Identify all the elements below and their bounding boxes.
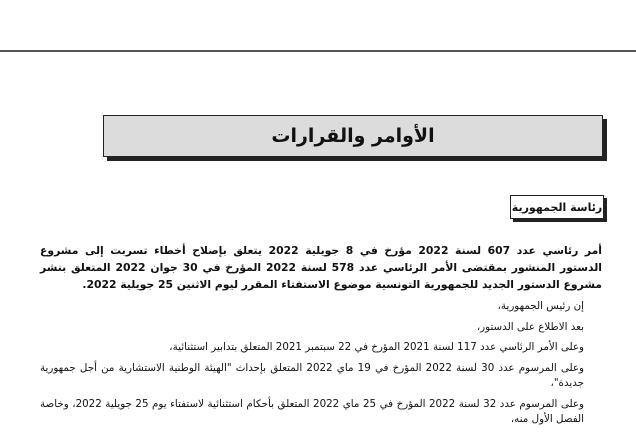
- preamble-line: بعد الاطلاع على الدستور،: [476, 320, 584, 333]
- preamble-line: وعلى المرسوم عدد 32 لسنة 2022 المؤرخ في 25 ماي 2022 المتعلق بأحكام استثنائية لاستفتاء يوم 25 جويلية 2022، وخاصة الفصل الأول منه،: [40, 397, 584, 425]
- section-title-box: [103, 115, 603, 157]
- header-rule: [0, 50, 636, 52]
- preamble-line: وعلى الأمر الرئاسي عدد 117 لسنة 2021 المؤرخ في 22 سبتمبر 2021 المتعلق بتدابير استثنائية،: [169, 341, 584, 353]
- authority-box: [510, 195, 604, 219]
- decree-heading: أمر رئاسي عدد 607 لسنة 2022 مؤرخ في 8 جويلية 2022 يتعلق بإصلاح أخطاء تسربت إلى مشروع الدستور المنشور بمقتضى الأمر الرئاسي عدد 578 لسنة 2022 المؤرخ في 30 جوان 2022 المتعلق بنشر مشروع الدستور الجديد للجمهورية التونسية موضوع الاستفتاء المقرر ليوم الاثنين 25 جويلية 2022.: [40, 244, 602, 291]
- preamble-line: وعلى المرسوم عدد 30 لسنة 2022 المؤرخ في 19 ماي 2022 المتعلق بإحداث "الهيئة الوطنية الاستشارية من أجل جمهورية جديدة"،: [40, 361, 584, 389]
- preamble-line: إن رئيس الجمهورية،: [497, 300, 584, 312]
- authority-label: رئاسة الجمهورية: [511, 200, 603, 214]
- section-title: الأوامر والقرارات: [271, 125, 435, 147]
- decree-body: [40, 242, 602, 433]
